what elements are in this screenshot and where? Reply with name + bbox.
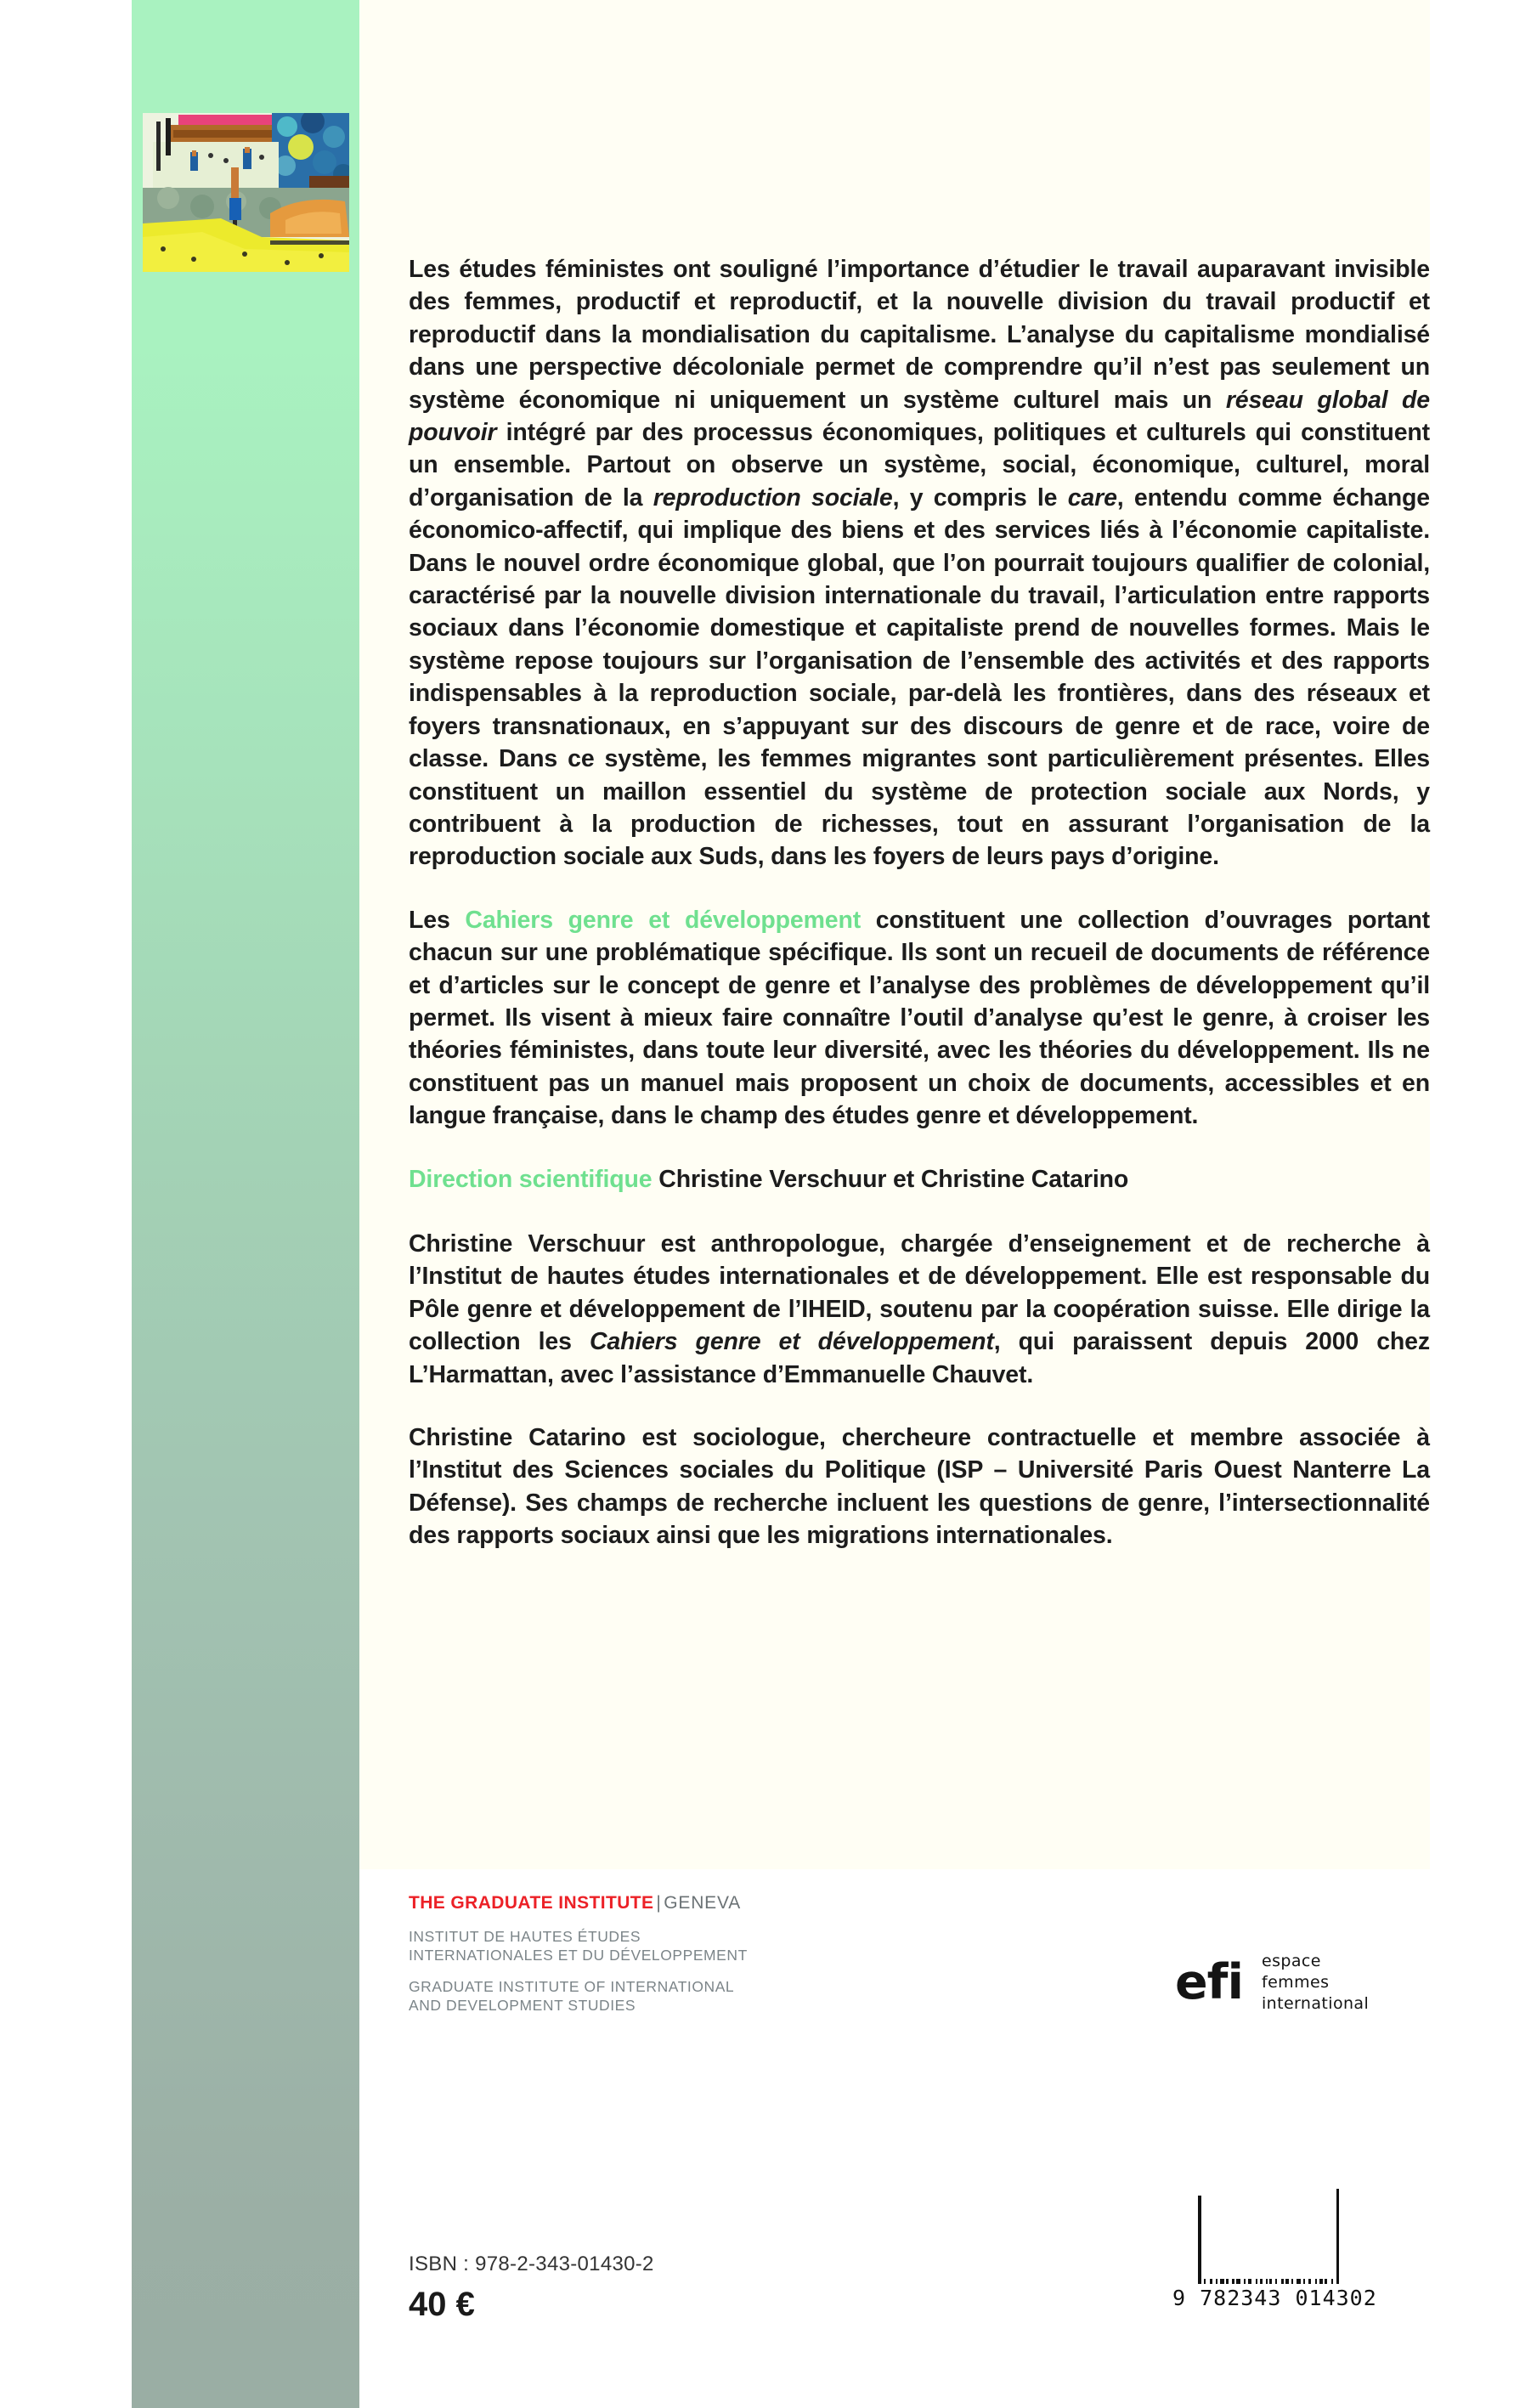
efi-wordmark: efi xyxy=(1175,1954,1243,2010)
p2-lead: Les xyxy=(409,906,466,934)
gi-french-line-1: INSTITUT DE HAUTES ÉTUDES xyxy=(409,1928,641,1945)
p1-italic-reseau-global: réseau global de pouvoir xyxy=(409,386,1430,447)
gi-separator: | xyxy=(656,1893,662,1913)
left-color-band xyxy=(132,0,359,2408)
p1-segment-4: , entendu comme échange économico-affectif, qui implique des biens et des services liés à l’économie capitaliste. Dans le nouvel ordre économique global, que l’on pourrait toujours qualifier de colonial, caractérisé par la nouvelle division internationale du travail, l’articulation entre rapports sociaux dans l’économie domestique et capitaliste prend de nouvelles formes. Mais le système repose toujours sur l’organisation de l’ensemble des activités et des rapports indispensables à la reproduction sociale, par-delà les frontières, dans des réseaux et foyers transnationaux, en s’appuyant sur des discours de genre et de race, voire de classe. Dans ce système, les femmes migrantes sont particulièrement présentes. Elles constituent un maillon essentiel du système de protection sociale aux Nords, y contribuent à la production de richesses, tout en assurant l’organisation de la reproduction sociale aux Suds, dans les foyers de leurs pays d’origine. xyxy=(409,483,1430,871)
gi-name-red: THE GRADUATE INSTITUTE xyxy=(409,1893,654,1913)
gi-logo-main-line xyxy=(409,1893,1003,1913)
gi-english-line-2: AND DEVELOPMENT STUDIES xyxy=(409,1996,636,2014)
cover-thumbnail-image xyxy=(143,113,349,272)
direction-label: Direction scientifique xyxy=(409,1165,653,1193)
isbn-barcode xyxy=(1172,2196,1427,2310)
efi-word-international: international xyxy=(1262,1994,1370,2013)
paragraph-feminist-studies xyxy=(409,253,1430,873)
efi-full-name xyxy=(1262,1951,1369,2015)
gi-french-line-2: INTERNATIONALES ET DU DÉVELOPPEMENT xyxy=(409,1946,748,1964)
p1-segment-3: , y compris le xyxy=(892,483,1068,512)
gi-french-name xyxy=(409,1928,1003,1964)
p2-rest: constituent une collection d’ouvrages portant chacun sur une problématique spécifique. Ils sont un recueil de documents de référence et d’articles sur le concept de genre et l’analyse des problèmes de développement qu’il permet. Ils visent à mieux faire connaître l’outil d’analyse qu’est le genre, à croiser les théories féministes, dans toute leur diversité, avec les théories du développement. Ils ne constituent pas un manuel mais proposent un choix de documents, accessibles et en langue française, dans le champ des études genre et développement. xyxy=(409,906,1430,1130)
gi-english-name xyxy=(409,1978,1003,2015)
p1-segment-2: intégré par des processus économiques, politiques et culturels qui constituent un ensemble. Partout on observe un système, social, économique, culturel, moral d’organisation de la xyxy=(409,419,1430,512)
bio1-segment-1: Christine Verschuur est anthropologue, chargée d’enseignement et de recherche à l’Institut de hautes études internationales et de développement. Elle est responsable du Pôle genre et développement de l’IHEID, soutenu par la coopération suisse. Elle dirige la collection les xyxy=(409,1229,1430,1356)
bio1-italic-collection: Cahiers genre et développement xyxy=(589,1328,994,1356)
direction-scientifique-line xyxy=(409,1163,1430,1196)
efi-logo xyxy=(1175,1951,1369,2015)
direction-names: Christine Verschuur et Christine Catarino xyxy=(652,1165,1129,1193)
paragraph-collection-description xyxy=(409,904,1430,1133)
efi-word-femmes: femmes xyxy=(1262,1973,1330,1992)
price-label: 40 € xyxy=(409,2286,475,2323)
collection-title-highlight: Cahiers genre et développement xyxy=(465,906,862,934)
isbn-label: ISBN : 978-2-343-01430-2 xyxy=(409,2253,654,2275)
graduate-institute-logo xyxy=(409,1893,1003,2015)
gi-english-line-1: GRADUATE INSTITUTE OF INTERNATIONAL xyxy=(409,1978,735,1995)
paragraph-bio-verschuur xyxy=(409,1228,1430,1391)
gi-city-geneva: GENEVA xyxy=(664,1893,742,1913)
paragraph-bio-catarino: Christine Catarino est sociologue, chercheure contractuelle et membre associée à l’Institut des Sciences sociales du Politique (ISP – Université Paris Ouest Nanterre La Défense). Ses champs de recherche incluent les questions de genre, l’intersectionnalité des rapports sociaux ainsi que les migrations internationales. xyxy=(409,1424,1430,1550)
p1-italic-care: care xyxy=(1067,483,1117,512)
p1-segment-1: Les études féministes ont souligné l’importance d’étudier le travail auparavant invisible des femmes, productif et reproductif, et la nouvelle division du travail productif et reproductif dans la mondialisation du capitalisme. L’analyse du capitalisme mondialisé dans une perspective décoloniale permet de comprendre qu’il n’est pas seulement un système économique ni uniquement un système culturel mais un xyxy=(409,256,1430,414)
barcode-bars xyxy=(1198,2196,1427,2284)
blurb-text-column xyxy=(409,253,1430,1552)
efi-word-espace: espace xyxy=(1262,1952,1321,1970)
p1-italic-reproduction-sociale: reproduction sociale xyxy=(653,483,893,512)
bio1-segment-2: , qui paraissent depuis 2000 chez L’Harmattan, avec l’assistance d’Emmanuelle Chauvet. xyxy=(409,1328,1430,1388)
barcode-digits: 9 782343 014302 xyxy=(1172,2286,1377,2310)
